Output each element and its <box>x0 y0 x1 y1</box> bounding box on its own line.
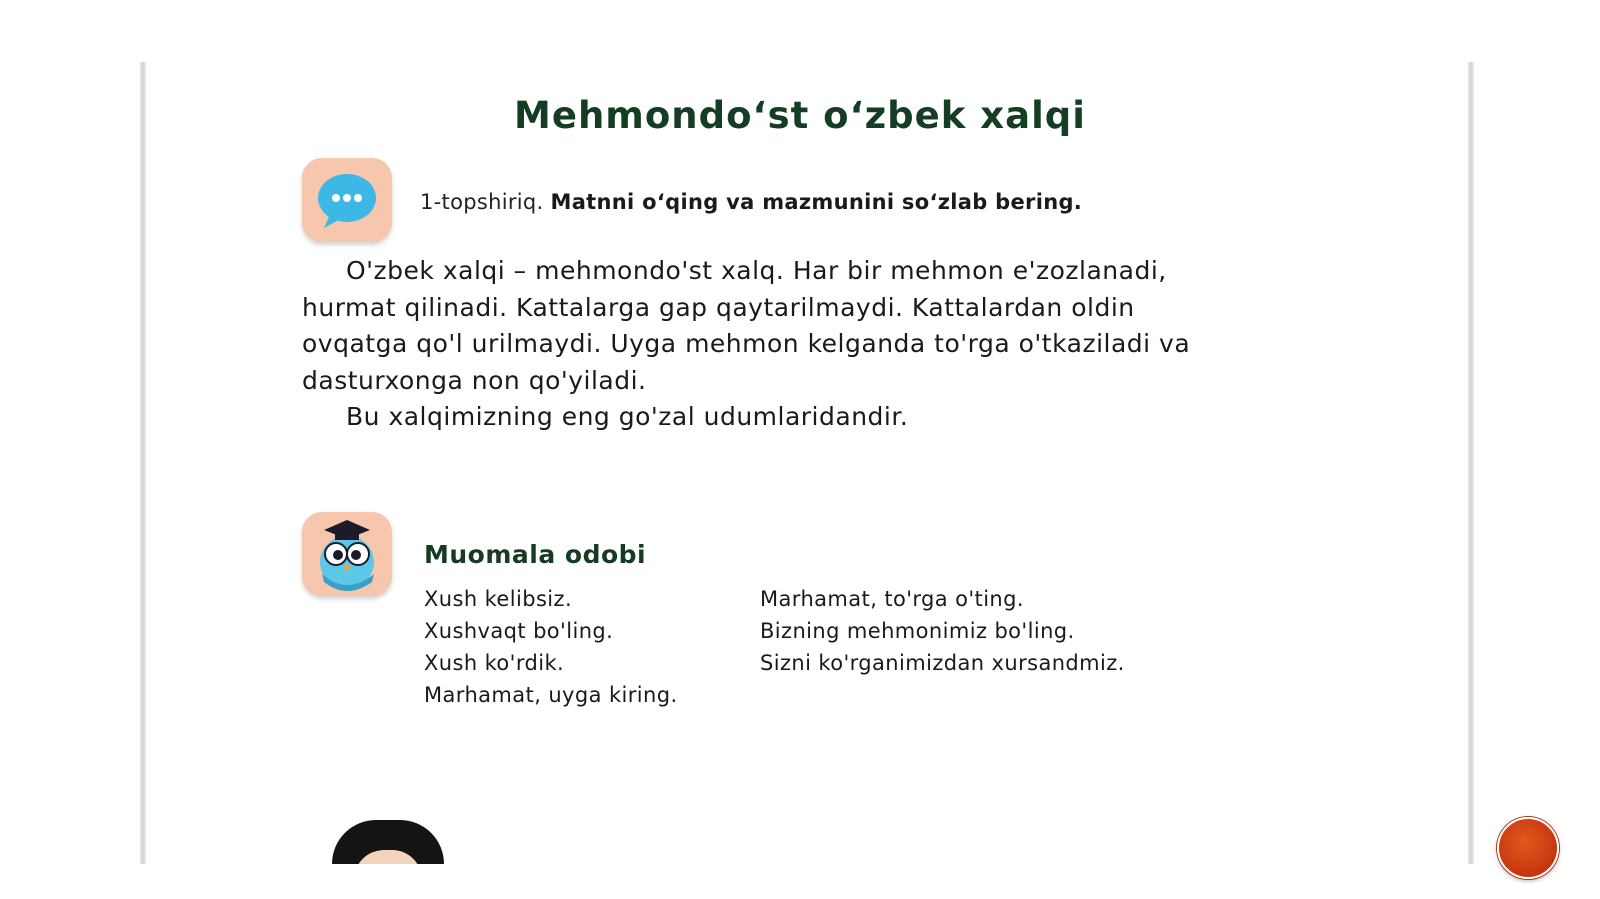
page-right-edge <box>1468 62 1474 864</box>
chat-bubble-icon <box>302 158 392 242</box>
phrase-item: Xush kelibsiz. <box>424 587 573 611</box>
text-line: dasturxonga non qo'yiladi. <box>302 365 647 395</box>
owl-graduate-icon <box>302 512 392 596</box>
text-line: ovqatga qo'l urilmaydi. Uyga mehmon kelganda to'rga o'tkaziladi va <box>302 329 1191 358</box>
task-text: Matnni o‘qing va mazmunini so‘zlab bering. <box>550 190 1083 214</box>
text-line: hurmat qilinadi. Kattalarga gap qaytarilmaydi. Kattalardan oldin <box>302 292 1135 322</box>
phrase-item: Marhamat, uyga kiring. <box>424 683 678 707</box>
phrase-item: Bizning mehmonimiz bo'ling. <box>760 619 1075 643</box>
task-instruction <box>420 190 1082 214</box>
phrase-item: Xushvaqt bo'ling. <box>424 619 614 643</box>
character-illustration <box>332 820 444 864</box>
text-line: O'zbek xalqi – mehmondo'st xalq. Har bir mehmon e'zozlanadi, <box>346 256 1167 285</box>
record-button[interactable] <box>1497 817 1559 879</box>
page-left-edge <box>140 62 146 864</box>
phrase-item: Sizni ko'rganimizdan xursandmiz. <box>760 651 1125 675</box>
reading-text <box>302 253 1252 436</box>
page-title: Mehmondo‘st o‘zbek xalqi <box>514 94 1086 137</box>
text-line: Bu xalqimizning eng go'zal udumlaridandir. <box>346 402 909 431</box>
character-face <box>354 850 422 864</box>
phrase-item: Marhamat, to'rga o'ting. <box>760 587 1024 611</box>
phrase-item: Xush ko'rdik. <box>424 651 565 675</box>
phrases-right-column <box>760 583 1125 679</box>
phrases-left-column <box>424 583 678 711</box>
task-number: 1-topshiriq. <box>420 190 544 214</box>
section-heading: Muomala odobi <box>424 540 647 569</box>
